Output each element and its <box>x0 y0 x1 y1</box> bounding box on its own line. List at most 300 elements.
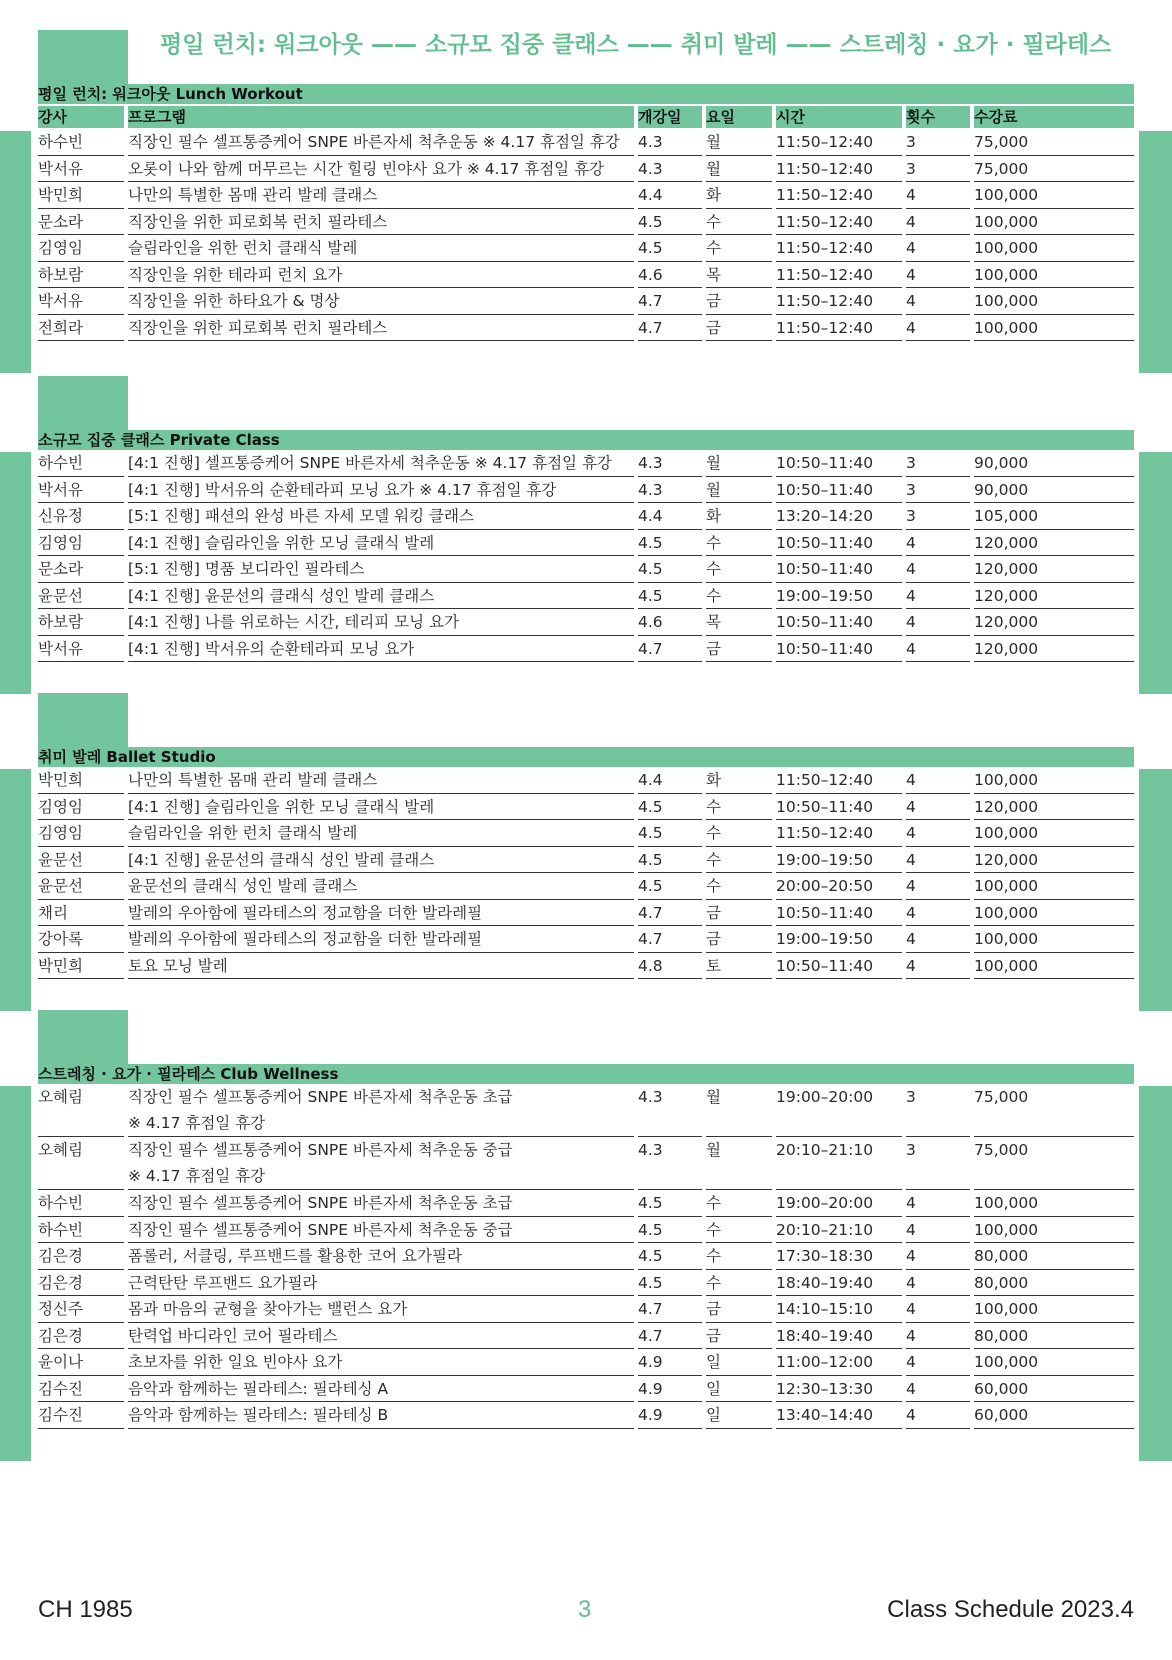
table-row <box>38 262 1134 289</box>
section-accent-block <box>38 376 128 430</box>
fee-cell: 100,000 <box>974 926 1134 953</box>
program-cell: 직장인 필수 셀프통증케어 SNPE 바른자세 척추운동 ※ 4.17 휴점일 휴강 <box>128 129 634 156</box>
fee-cell: 80,000 <box>974 1323 1134 1350</box>
fee-cell: 90,000 <box>974 450 1134 477</box>
fee-cell: 120,000 <box>974 794 1134 821</box>
section-accent-block <box>38 1010 128 1064</box>
table-row <box>38 847 1134 874</box>
start-date-cell: 4.4 <box>638 767 702 794</box>
fee-cell: 100,000 <box>974 182 1134 209</box>
time-cell: 11:50–12:40 <box>776 235 902 262</box>
instructor-cell: 하수빈 <box>38 1190 124 1217</box>
sessions-cell: 4 <box>906 926 970 953</box>
sessions-cell: 4 <box>906 847 970 874</box>
program-cell: 나만의 특별한 몸매 관리 발레 클래스 <box>128 182 634 209</box>
program-cell: [4:1 진행] 박서유의 순환테라피 모닝 요가 ※ 4.17 휴점일 휴강 <box>128 477 634 504</box>
fee-cell: 80,000 <box>974 1270 1134 1297</box>
weekday-cell: 수 <box>706 794 772 821</box>
program-cell: 토요 모닝 발레 <box>128 953 634 980</box>
sessions-cell: 4 <box>906 1323 970 1350</box>
instructor-cell: 하보람 <box>38 262 124 289</box>
side-accent-bar-right <box>1139 131 1172 373</box>
table-row <box>38 767 1134 794</box>
time-cell: 13:40–14:40 <box>776 1402 902 1429</box>
table-row <box>38 1323 1134 1350</box>
footer-brand: CH 1985 <box>38 1596 133 1623</box>
footer-schedule-label: Class Schedule 2023.4 <box>887 1596 1134 1623</box>
program-line: 직장인 필수 셀프통증케어 SNPE 바른자세 척추운동 초급 <box>128 1088 513 1106</box>
program-line: ※ 4.17 휴점일 휴강 <box>128 1114 266 1132</box>
sessions-cell: 4 <box>906 1217 970 1244</box>
weekday-cell: 금 <box>706 926 772 953</box>
sessions-cell: 4 <box>906 530 970 557</box>
weekday-cell: 금 <box>706 900 772 927</box>
start-date-cell: 4.3 <box>638 1137 702 1190</box>
sessions-cell: 4 <box>906 767 970 794</box>
column-header: 강사 <box>38 106 124 128</box>
sessions-cell: 4 <box>906 262 970 289</box>
table-row <box>38 129 1134 156</box>
time-cell: 10:50–11:40 <box>776 636 902 663</box>
program-cell: 슬림라인을 위한 런치 클래식 발레 <box>128 235 634 262</box>
sessions-cell: 3 <box>906 477 970 504</box>
sessions-cell: 4 <box>906 794 970 821</box>
section-title: 스트레칭 · 요가 · 필라테스 Club Wellness <box>38 1064 1134 1084</box>
time-cell: 11:50–12:40 <box>776 156 902 183</box>
table-row <box>38 1349 1134 1376</box>
instructor-cell: 하수빈 <box>38 450 124 477</box>
instructor-cell: 윤문선 <box>38 583 124 610</box>
instructor-cell: 박서유 <box>38 477 124 504</box>
sessions-cell: 3 <box>906 450 970 477</box>
sessions-cell: 4 <box>906 609 970 636</box>
fee-cell: 120,000 <box>974 556 1134 583</box>
instructor-cell: 전희라 <box>38 315 124 342</box>
fee-cell: 75,000 <box>974 156 1134 183</box>
program-cell: 초보자를 위한 일요 빈야사 요가 <box>128 1349 634 1376</box>
weekday-cell: 월 <box>706 477 772 504</box>
start-date-cell: 4.7 <box>638 315 702 342</box>
program-cell: [5:1 진행] 명품 보디라인 필라테스 <box>128 556 634 583</box>
program-cell <box>128 1137 634 1190</box>
instructor-cell: 문소라 <box>38 209 124 236</box>
weekday-cell: 목 <box>706 609 772 636</box>
start-date-cell: 4.3 <box>638 156 702 183</box>
table-row <box>38 1190 1134 1217</box>
fee-cell: 120,000 <box>974 847 1134 874</box>
table-row <box>38 1243 1134 1270</box>
instructor-cell: 윤문선 <box>38 873 124 900</box>
instructor-cell: 문소라 <box>38 556 124 583</box>
start-date-cell: 4.5 <box>638 1190 702 1217</box>
fee-cell: 100,000 <box>974 288 1134 315</box>
start-date-cell: 4.6 <box>638 262 702 289</box>
program-cell: 윤문선의 클래식 성인 발레 클래스 <box>128 873 634 900</box>
instructor-cell: 김영임 <box>38 794 124 821</box>
time-cell: 10:50–11:40 <box>776 609 902 636</box>
fee-cell: 100,000 <box>974 767 1134 794</box>
time-cell: 19:00–19:50 <box>776 583 902 610</box>
sessions-cell: 4 <box>906 1349 970 1376</box>
side-accent-bar-left <box>0 1086 31 1461</box>
sessions-cell: 4 <box>906 820 970 847</box>
table-row <box>38 820 1134 847</box>
time-cell: 10:50–11:40 <box>776 556 902 583</box>
weekday-cell: 화 <box>706 767 772 794</box>
program-cell: [5:1 진행] 패션의 완성 바른 자세 모델 워킹 클래스 <box>128 503 634 530</box>
fee-cell: 100,000 <box>974 953 1134 980</box>
start-date-cell: 4.7 <box>638 636 702 663</box>
sessions-cell: 3 <box>906 156 970 183</box>
table-row <box>38 530 1134 557</box>
side-accent-bar-left <box>0 131 31 373</box>
start-date-cell: 4.5 <box>638 530 702 557</box>
program-cell: [4:1 진행] 나를 위로하는 시간, 테리피 모닝 요가 <box>128 609 634 636</box>
sessions-cell: 4 <box>906 636 970 663</box>
time-cell: 10:50–11:40 <box>776 450 902 477</box>
side-accent-bar-right <box>1139 769 1172 1011</box>
instructor-cell: 김은경 <box>38 1243 124 1270</box>
weekday-cell: 월 <box>706 450 772 477</box>
weekday-cell: 월 <box>706 1137 772 1190</box>
instructor-cell: 박서유 <box>38 636 124 663</box>
fee-cell: 75,000 <box>974 1137 1134 1190</box>
table-row <box>38 477 1134 504</box>
program-cell <box>128 1084 634 1137</box>
start-date-cell: 4.4 <box>638 503 702 530</box>
weekday-cell: 토 <box>706 953 772 980</box>
time-cell: 12:30–13:30 <box>776 1376 902 1403</box>
start-date-cell: 4.7 <box>638 1323 702 1350</box>
fee-cell: 100,000 <box>974 209 1134 236</box>
sessions-cell: 4 <box>906 209 970 236</box>
time-cell: 17:30–18:30 <box>776 1243 902 1270</box>
table-row <box>38 794 1134 821</box>
time-cell: 11:50–12:40 <box>776 129 902 156</box>
side-accent-bar-right <box>1139 1086 1172 1461</box>
table-row <box>38 609 1134 636</box>
fee-cell: 105,000 <box>974 503 1134 530</box>
weekday-cell: 금 <box>706 636 772 663</box>
start-date-cell: 4.8 <box>638 953 702 980</box>
fee-cell: 90,000 <box>974 477 1134 504</box>
weekday-cell: 수 <box>706 1190 772 1217</box>
table-row <box>38 556 1134 583</box>
program-line: 직장인 필수 셀프통증케어 SNPE 바른자세 척추운동 중급 <box>128 1141 513 1159</box>
time-cell: 19:00–20:00 <box>776 1084 902 1137</box>
sessions-cell: 3 <box>906 129 970 156</box>
instructor-cell: 김수진 <box>38 1402 124 1429</box>
instructor-cell: 하수빈 <box>38 1217 124 1244</box>
table-row <box>38 583 1134 610</box>
sessions-cell: 4 <box>906 288 970 315</box>
instructor-cell: 박서유 <box>38 288 124 315</box>
start-date-cell: 4.5 <box>638 847 702 874</box>
start-date-cell: 4.5 <box>638 583 702 610</box>
sessions-cell: 4 <box>906 873 970 900</box>
instructor-cell: 오혜림 <box>38 1137 124 1190</box>
instructor-cell: 정신주 <box>38 1296 124 1323</box>
start-date-cell: 4.5 <box>638 873 702 900</box>
program-cell: 슬림라인을 위한 런치 클래식 발레 <box>128 820 634 847</box>
sessions-cell: 4 <box>906 583 970 610</box>
column-header: 요일 <box>706 106 772 128</box>
fee-cell: 80,000 <box>974 1243 1134 1270</box>
section-title: 평일 런치: 워크아웃 Lunch Workout <box>38 84 1134 104</box>
time-cell: 19:00–19:50 <box>776 847 902 874</box>
start-date-cell: 4.5 <box>638 1217 702 1244</box>
weekday-cell: 수 <box>706 820 772 847</box>
time-cell: 11:00–12:00 <box>776 1349 902 1376</box>
fee-cell: 60,000 <box>974 1402 1134 1429</box>
start-date-cell: 4.3 <box>638 477 702 504</box>
time-cell: 11:50–12:40 <box>776 767 902 794</box>
weekday-cell: 월 <box>706 129 772 156</box>
time-cell: 14:10–15:10 <box>776 1296 902 1323</box>
start-date-cell: 4.5 <box>638 235 702 262</box>
program-cell: 폼롤러, 서클링, 루프밴드를 활용한 코어 요가필라 <box>128 1243 634 1270</box>
start-date-cell: 4.5 <box>638 820 702 847</box>
instructor-cell: 윤문선 <box>38 847 124 874</box>
sessions-cell: 4 <box>906 556 970 583</box>
table-row <box>38 182 1134 209</box>
time-cell: 20:00–20:50 <box>776 873 902 900</box>
instructor-cell: 김영임 <box>38 235 124 262</box>
sessions-cell: 4 <box>906 1402 970 1429</box>
start-date-cell: 4.7 <box>638 926 702 953</box>
table-row <box>38 953 1134 980</box>
sessions-cell: 4 <box>906 315 970 342</box>
fee-cell: 100,000 <box>974 1296 1134 1323</box>
start-date-cell: 4.9 <box>638 1376 702 1403</box>
program-cell: 탄력업 바디라인 코어 필라테스 <box>128 1323 634 1350</box>
start-date-cell: 4.3 <box>638 1084 702 1137</box>
program-line: ※ 4.17 휴점일 휴강 <box>128 1167 266 1185</box>
program-cell: [4:1 진행] 슬림라인을 위한 모닝 클래식 발레 <box>128 794 634 821</box>
instructor-cell: 강아록 <box>38 926 124 953</box>
start-date-cell: 4.7 <box>638 1296 702 1323</box>
start-date-cell: 4.5 <box>638 1243 702 1270</box>
fee-cell: 100,000 <box>974 1190 1134 1217</box>
sessions-cell: 4 <box>906 1296 970 1323</box>
column-header: 개강일 <box>638 106 702 128</box>
side-accent-bar-left <box>0 769 31 1011</box>
weekday-cell: 수 <box>706 556 772 583</box>
table-row <box>38 900 1134 927</box>
program-cell: 몸과 마음의 균형을 찾아가는 밸런스 요가 <box>128 1296 634 1323</box>
weekday-cell: 금 <box>706 315 772 342</box>
sessions-cell: 3 <box>906 503 970 530</box>
weekday-cell: 일 <box>706 1402 772 1429</box>
weekday-cell: 금 <box>706 288 772 315</box>
instructor-cell: 채리 <box>38 900 124 927</box>
weekday-cell: 수 <box>706 873 772 900</box>
time-cell: 10:50–11:40 <box>776 900 902 927</box>
time-cell: 18:40–19:40 <box>776 1323 902 1350</box>
program-cell: 발레의 우아함에 필라테스의 정교함을 더한 발라레필 <box>128 900 634 927</box>
time-cell: 10:50–11:40 <box>776 794 902 821</box>
table-row <box>38 1084 1134 1137</box>
weekday-cell: 화 <box>706 182 772 209</box>
weekday-cell: 수 <box>706 1243 772 1270</box>
weekday-cell: 금 <box>706 1323 772 1350</box>
start-date-cell: 4.7 <box>638 900 702 927</box>
start-date-cell: 4.9 <box>638 1402 702 1429</box>
time-cell: 10:50–11:40 <box>776 953 902 980</box>
sessions-cell: 4 <box>906 900 970 927</box>
table-row <box>38 450 1134 477</box>
start-date-cell: 4.5 <box>638 794 702 821</box>
table-row <box>38 315 1134 342</box>
start-date-cell: 4.4 <box>638 182 702 209</box>
start-date-cell: 4.5 <box>638 1270 702 1297</box>
table-row <box>38 209 1134 236</box>
instructor-cell: 김영임 <box>38 820 124 847</box>
fee-cell: 100,000 <box>974 900 1134 927</box>
table-row <box>38 636 1134 663</box>
weekday-cell: 수 <box>706 209 772 236</box>
program-cell: [4:1 진행] 셀프통증케어 SNPE 바른자세 척추운동 ※ 4.17 휴점일 휴강 <box>128 450 634 477</box>
sessions-cell: 4 <box>906 953 970 980</box>
time-cell: 10:50–11:40 <box>776 477 902 504</box>
instructor-cell: 오혜림 <box>38 1084 124 1137</box>
instructor-cell: 하보람 <box>38 609 124 636</box>
time-cell: 20:10–21:10 <box>776 1217 902 1244</box>
instructor-cell: 박민희 <box>38 953 124 980</box>
start-date-cell: 4.5 <box>638 209 702 236</box>
time-cell: 19:00–20:00 <box>776 1190 902 1217</box>
instructor-cell: 김은경 <box>38 1323 124 1350</box>
page-number: 3 <box>578 1596 592 1623</box>
weekday-cell: 수 <box>706 583 772 610</box>
section-title: 취미 발레 Ballet Studio <box>38 747 1134 767</box>
table-header <box>38 106 1134 128</box>
fee-cell: 100,000 <box>974 315 1134 342</box>
instructor-cell: 박민희 <box>38 767 124 794</box>
table-row <box>38 1217 1134 1244</box>
instructor-cell: 김영임 <box>38 530 124 557</box>
table-row <box>38 156 1134 183</box>
weekday-cell: 수 <box>706 847 772 874</box>
instructor-cell: 하수빈 <box>38 129 124 156</box>
start-date-cell: 4.9 <box>638 1349 702 1376</box>
program-cell: 음악과 함께하는 필라테스: 필라테싱 B <box>128 1402 634 1429</box>
program-cell: 나만의 특별한 몸매 관리 발레 클래스 <box>128 767 634 794</box>
column-header: 횟수 <box>906 106 970 128</box>
weekday-cell: 수 <box>706 1217 772 1244</box>
instructor-cell: 신유정 <box>38 503 124 530</box>
fee-cell: 100,000 <box>974 1217 1134 1244</box>
program-cell: 직장인을 위한 피로회복 런치 필라테스 <box>128 315 634 342</box>
sessions-cell: 4 <box>906 182 970 209</box>
fee-cell: 100,000 <box>974 873 1134 900</box>
start-date-cell: 4.3 <box>638 129 702 156</box>
program-cell: 직장인을 위한 하타요가 & 명상 <box>128 288 634 315</box>
table-row <box>38 1137 1134 1190</box>
table-row <box>38 235 1134 262</box>
sessions-cell: 3 <box>906 1084 970 1137</box>
program-cell: 발레의 우아함에 필라테스의 정교함을 더한 발라레필 <box>128 926 634 953</box>
fee-cell: 100,000 <box>974 820 1134 847</box>
fee-cell: 120,000 <box>974 530 1134 557</box>
time-cell: 11:50–12:40 <box>776 315 902 342</box>
program-cell: [4:1 진행] 박서유의 순환테라피 모닝 요가 <box>128 636 634 663</box>
fee-cell: 100,000 <box>974 1349 1134 1376</box>
time-cell: 11:50–12:40 <box>776 288 902 315</box>
fee-cell: 60,000 <box>974 1376 1134 1403</box>
page-title: 평일 런치: 워크아웃 —— 소규모 집중 클래스 —— 취미 발레 —— 스트레칭 · 요가 · 필라테스 <box>160 32 1112 58</box>
section-accent-block <box>38 693 128 747</box>
sessions-cell: 4 <box>906 1190 970 1217</box>
time-cell: 11:50–12:40 <box>776 820 902 847</box>
table-row <box>38 1270 1134 1297</box>
start-date-cell: 4.5 <box>638 556 702 583</box>
program-cell: [4:1 진행] 슬림라인을 위한 모닝 클래식 발레 <box>128 530 634 557</box>
fee-cell: 100,000 <box>974 262 1134 289</box>
time-cell: 11:50–12:40 <box>776 209 902 236</box>
weekday-cell: 목 <box>706 262 772 289</box>
table-row <box>38 1402 1134 1429</box>
instructor-cell: 박서유 <box>38 156 124 183</box>
program-cell: 오롯이 나와 함께 머무르는 시간 힐링 빈야사 요가 ※ 4.17 휴점일 휴강 <box>128 156 634 183</box>
fee-cell: 100,000 <box>974 235 1134 262</box>
column-header: 프로그램 <box>128 106 634 128</box>
table-row <box>38 873 1134 900</box>
fee-cell: 75,000 <box>974 1084 1134 1137</box>
program-cell: 직장인을 위한 피로회복 런치 필라테스 <box>128 209 634 236</box>
section-title: 소규모 집중 클래스 Private Class <box>38 430 1134 450</box>
time-cell: 19:00–19:50 <box>776 926 902 953</box>
side-accent-bar-right <box>1139 452 1172 694</box>
time-cell: 20:10–21:10 <box>776 1137 902 1190</box>
weekday-cell: 금 <box>706 1296 772 1323</box>
fee-cell: 120,000 <box>974 609 1134 636</box>
fee-cell: 75,000 <box>974 129 1134 156</box>
sessions-cell: 4 <box>906 1376 970 1403</box>
column-header: 수강료 <box>974 106 1134 128</box>
program-cell: 음악과 함께하는 필라테스: 필라테싱 A <box>128 1376 634 1403</box>
weekday-cell: 일 <box>706 1376 772 1403</box>
top-accent-block <box>38 30 128 84</box>
start-date-cell: 4.3 <box>638 450 702 477</box>
instructor-cell: 윤이나 <box>38 1349 124 1376</box>
fee-cell: 120,000 <box>974 636 1134 663</box>
side-accent-bar-left <box>0 452 31 694</box>
weekday-cell: 수 <box>706 235 772 262</box>
weekday-cell: 수 <box>706 1270 772 1297</box>
weekday-cell: 월 <box>706 156 772 183</box>
time-cell: 11:50–12:40 <box>776 262 902 289</box>
instructor-cell: 김수진 <box>38 1376 124 1403</box>
program-cell: 직장인을 위한 테라피 런치 요가 <box>128 262 634 289</box>
program-cell: [4:1 진행] 윤문선의 클래식 성인 발레 클래스 <box>128 847 634 874</box>
program-cell: [4:1 진행] 윤문선의 클래식 성인 발레 클래스 <box>128 583 634 610</box>
table-row <box>38 1296 1134 1323</box>
table-row <box>38 926 1134 953</box>
sessions-cell: 3 <box>906 1137 970 1190</box>
program-cell: 근력탄탄 루프밴드 요가필라 <box>128 1270 634 1297</box>
sessions-cell: 4 <box>906 1270 970 1297</box>
start-date-cell: 4.6 <box>638 609 702 636</box>
table-row <box>38 503 1134 530</box>
table-row <box>38 288 1134 315</box>
weekday-cell: 화 <box>706 503 772 530</box>
time-cell: 18:40–19:40 <box>776 1270 902 1297</box>
time-cell: 11:50–12:40 <box>776 182 902 209</box>
time-cell: 10:50–11:40 <box>776 530 902 557</box>
weekday-cell: 일 <box>706 1349 772 1376</box>
instructor-cell: 김은경 <box>38 1270 124 1297</box>
